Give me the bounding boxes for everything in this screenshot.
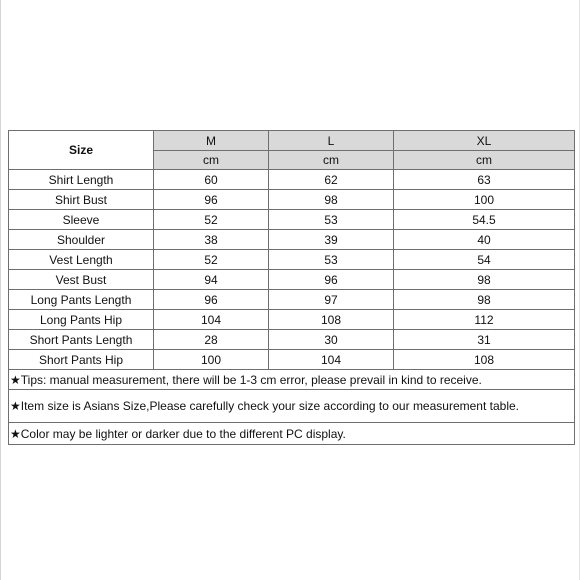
value-cell: 96 bbox=[154, 290, 269, 310]
table-row bbox=[9, 350, 575, 370]
size-m-header: M bbox=[154, 131, 269, 151]
value-cell: 54 bbox=[394, 250, 575, 270]
value-cell: 108 bbox=[394, 350, 575, 370]
table-row bbox=[9, 230, 575, 250]
note-text-color: Color may be lighter or darker due to the different PC display. bbox=[20, 426, 346, 441]
value-cell: 52 bbox=[154, 250, 269, 270]
star-icon: ★ bbox=[10, 426, 21, 441]
unit-m-cell: cm bbox=[154, 151, 269, 170]
table-row bbox=[9, 170, 575, 190]
row-label: Shoulder bbox=[9, 230, 154, 250]
note-row-asian-size bbox=[9, 390, 575, 423]
left-edge-line bbox=[0, 0, 1, 580]
value-cell: 40 bbox=[394, 230, 575, 250]
size-l-header: L bbox=[269, 131, 394, 151]
value-cell: 62 bbox=[269, 170, 394, 190]
row-label: Long Pants Hip bbox=[9, 310, 154, 330]
note-cell-tips bbox=[9, 370, 575, 390]
size-chart-table bbox=[8, 130, 575, 445]
note-row-tips bbox=[9, 370, 575, 390]
value-cell: 94 bbox=[154, 270, 269, 290]
value-cell: 100 bbox=[394, 190, 575, 210]
note-cell-color bbox=[9, 423, 575, 445]
note-text-asian-size: Item size is Asians Size,Please carefully check your size according to our measurement table. bbox=[20, 399, 519, 413]
row-label: Short Pants Hip bbox=[9, 350, 154, 370]
value-cell: 28 bbox=[154, 330, 269, 350]
value-cell: 100 bbox=[154, 350, 269, 370]
value-cell: 53 bbox=[269, 210, 394, 230]
table-row bbox=[9, 270, 575, 290]
table-row bbox=[9, 190, 575, 210]
value-cell: 104 bbox=[154, 310, 269, 330]
row-label: Sleeve bbox=[9, 210, 154, 230]
value-cell: 96 bbox=[154, 190, 269, 210]
row-label: Vest Bust bbox=[9, 270, 154, 290]
value-cell: 30 bbox=[269, 330, 394, 350]
size-header-cell: Size bbox=[9, 131, 154, 170]
note-cell-asian-size bbox=[9, 390, 575, 423]
value-cell: 112 bbox=[394, 310, 575, 330]
note-text-tips: Tips: manual measurement, there will be 1-3 cm error, please prevail in kind to receive. bbox=[20, 372, 482, 387]
table-row bbox=[9, 250, 575, 270]
table-row bbox=[9, 290, 575, 310]
value-cell: 53 bbox=[269, 250, 394, 270]
value-cell: 39 bbox=[269, 230, 394, 250]
table-row bbox=[9, 310, 575, 330]
size-header-row bbox=[9, 131, 575, 151]
table-row bbox=[9, 210, 575, 230]
unit-l-cell: cm bbox=[269, 151, 394, 170]
value-cell: 97 bbox=[269, 290, 394, 310]
size-xl-header: XL bbox=[394, 131, 575, 151]
value-cell: 54.5 bbox=[394, 210, 575, 230]
note-row-color bbox=[9, 423, 575, 445]
row-label: Long Pants Length bbox=[9, 290, 154, 310]
value-cell: 96 bbox=[269, 270, 394, 290]
star-icon: ★ bbox=[10, 372, 21, 387]
unit-xl-cell: cm bbox=[394, 151, 575, 170]
value-cell: 98 bbox=[394, 270, 575, 290]
row-label: Shirt Bust bbox=[9, 190, 154, 210]
star-icon: ★ bbox=[10, 399, 21, 413]
value-cell: 108 bbox=[269, 310, 394, 330]
value-cell: 98 bbox=[394, 290, 575, 310]
value-cell: 31 bbox=[394, 330, 575, 350]
value-cell: 63 bbox=[394, 170, 575, 190]
value-cell: 38 bbox=[154, 230, 269, 250]
table-row bbox=[9, 330, 575, 350]
row-label: Short Pants Length bbox=[9, 330, 154, 350]
value-cell: 98 bbox=[269, 190, 394, 210]
row-label: Vest Length bbox=[9, 250, 154, 270]
row-label: Shirt Length bbox=[9, 170, 154, 190]
value-cell: 60 bbox=[154, 170, 269, 190]
value-cell: 104 bbox=[269, 350, 394, 370]
value-cell: 52 bbox=[154, 210, 269, 230]
